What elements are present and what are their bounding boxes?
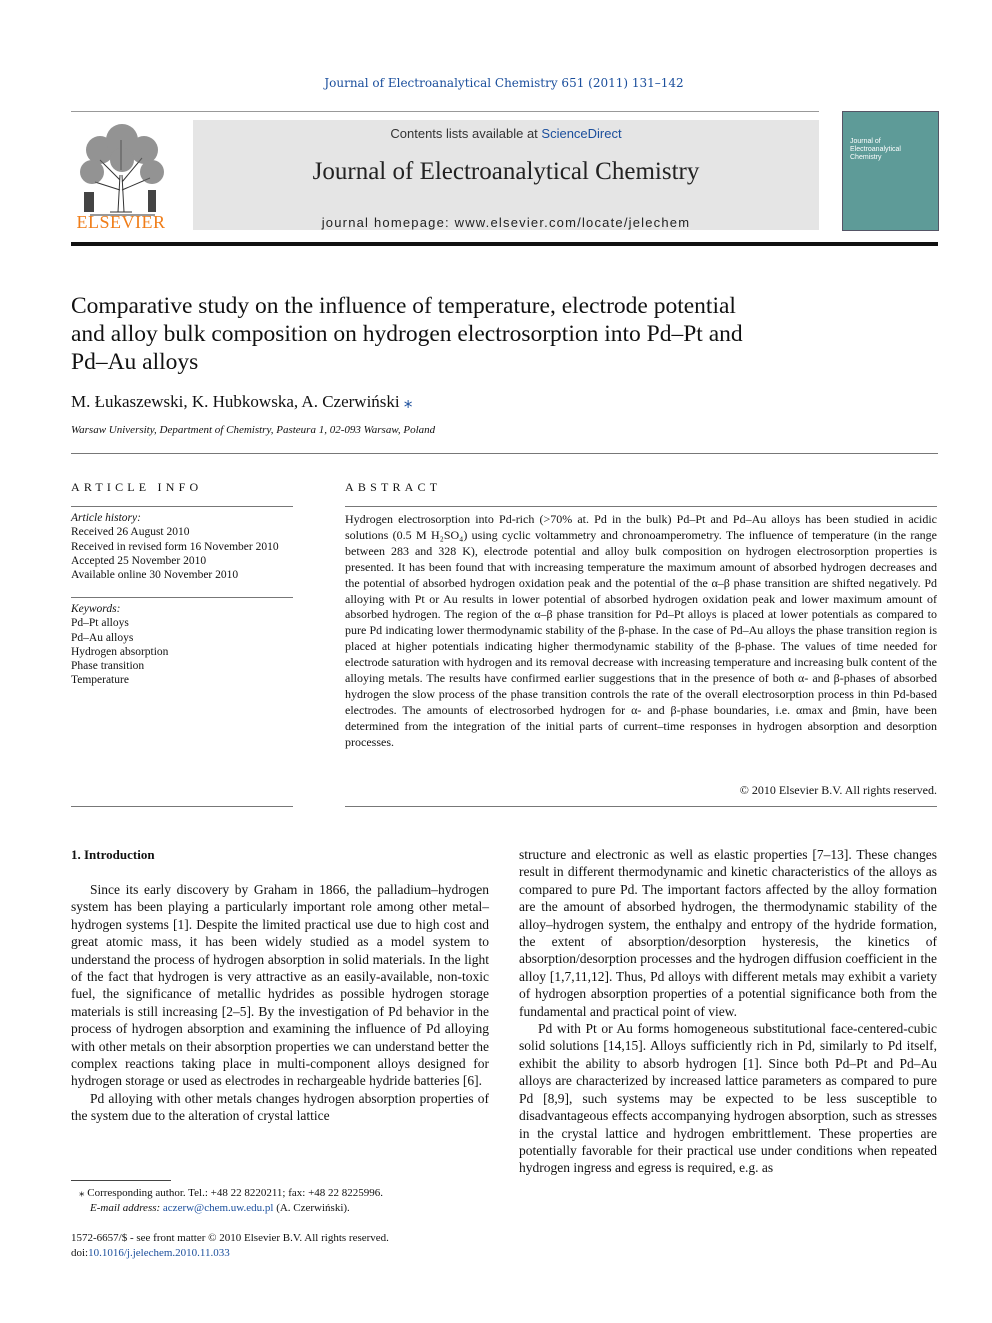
abstract-text: Hydrogen electrosorption into Pd-rich (>70% at. Pd in the bulk) Pd–Pt and Pd–Au alloys has been studied in acidic solutions (0.5 M H₂SO₄) using cyclic voltammetry and chronoamperometry. The influence of temperature (in the range between 283 and 328 K), electrode potential and alloy bulk composition on hydrogen electrosorption properties is presented. It has been found that with increasing temperature the maximum amount of absorbed hydrogen decreases and the potential of absorbed hydrogen oxidation peak and the potential of the α–β phase transition are shifted negatively. Pd alloying with Pt or Au results in lower potential of absorbed hydrogen oxidation peak and lower maximum amount of absorbed hydrogen. The region of the α–β phase transition for Pd–Pt alloys is placed at lower potentials as compared to pure Pd indicating lower thermodynamic stability of the β-phase. In the case of Pd–Au alloys the phase transition region is placed at higher potentials indicating higher thermodynamic stability of the β-phase. The values of time needed for electrode saturation with hydrogen and its removal decrease with increasing temperature and increasing bulk content of the alloying metals. The results have confirmed earlier suggestions that in the presence of both α- and β-phases of absorbed hydrogen the slow process of the phase transition controls the rate of the overall electrosorption process in thin Pd-based electrodes. The amounts of electrosorbed hydrogen for α- and β-phase boundaries, i.e. αmax and βmin, have been determined from the integration of the initial parts of current–time responses in hydrogen absorption and desorption processes. (345, 512, 937, 749)
corresponding-author-mark[interactable]: ⁎ (403, 392, 413, 411)
cover-title: Journal of Electroanalytical Chemistry (850, 138, 901, 161)
corresponding-author-note: ⁎ Corresponding author. Tel.: +48 22 8220211; fax: +48 22 8225996. (79, 1187, 384, 1199)
front-matter (71, 1231, 389, 1261)
history-item: Received in revised form 16 November 2010 (71, 540, 279, 553)
divider (71, 597, 293, 598)
abstract-heading: ABSTRACT (345, 480, 442, 494)
keyword: Pd–Pt alloys (71, 617, 129, 630)
keyword: Phase transition (71, 660, 145, 673)
title-line: Comparative study on the influence of temperature, electrode potential (71, 293, 736, 319)
author-list (71, 392, 412, 412)
header-thick-rule (71, 242, 938, 246)
footnote (71, 1186, 383, 1216)
journal-title: Journal of Electroanalytical Chemistry (312, 158, 700, 185)
keyword: Hydrogen absorption (71, 645, 169, 658)
body-column-right (519, 846, 937, 1177)
history-label: Article history: (71, 512, 141, 524)
article-title (71, 292, 871, 376)
email-line (71, 1201, 383, 1216)
email-label: E-mail address: (90, 1202, 163, 1214)
journal-banner (193, 120, 819, 230)
keywords-label: Keywords: (71, 603, 121, 615)
divider (71, 806, 293, 807)
authors-text: M. Łukaszewski, K. Hubkowska, A. Czerwiński (71, 392, 400, 411)
paragraph: structure and electronic as well as elastic properties [7–13]. These changes result in different thermodynamic and kinetic characteristics of the alloys as compared to pure Pd. The important factors affected by the alloy formation are the amount of absorbed hydrogen, the thermodynamic stability of the alloy–hydrogen system, the enthalpy and entropy of the hydride formation, the extent of absorption/desorption hysteresis, the kinetics of absorption/desorption processes and the hydrogen diffusion coefficient in the alloy [1,7,11,12]. Thus, Pd alloys with different metals may exhibit a variety of hydrogen absorption properties of a potential significance both from the fundamental and practical point of view. (519, 847, 937, 1019)
article-history (71, 511, 279, 582)
affiliation: Warsaw University, Department of Chemistry, Pasteura 1, 02-093 Warsaw, Poland (71, 424, 436, 436)
paragraph: Pd with Pt or Au forms homogeneous substitutional face-centered-cubic solid solutions [14,15]. Alloys sufficiently rich in Pd, similarly to Pd itself, exhibit the ability to absorb hydrogen [1]. Since both Pd–Pt and Pd–Au alloys are characterized by increased lattice parameters as compared to pure Pd [8,9], such systems may be expected to be less susceptible to disadvantageous effects accompanying hydrogen absorption, such as stresses in the crystal lattice and hydrogen embrittlement. These properties are potentially favorable for their practical use under conditions when repeated hydrogen ingress and egress is required, e.g. as (519, 1021, 937, 1176)
abstract-copyright: © 2010 Elsevier B.V. All rights reserved. (739, 783, 937, 797)
keyword: Pd–Au alloys (71, 631, 134, 644)
body-column-left (71, 881, 489, 1125)
paragraph: Pd alloying with other metals changes hydrogen absorption properties of the system due to the alteration of crystal lattice (71, 1090, 489, 1124)
journal-cover-thumbnail[interactable] (842, 111, 939, 231)
doi-link[interactable]: 10.1016/j.jelechem.2010.11.033 (88, 1247, 230, 1259)
history-item: Available online 30 November 2010 (71, 569, 239, 582)
title-line: and alloy bulk composition on hydrogen electrosorption into Pd–Pt and (71, 321, 743, 347)
history-item: Received 26 August 2010 (71, 526, 190, 539)
divider (345, 806, 937, 807)
footnote-rule (71, 1180, 171, 1181)
keywords (71, 602, 168, 688)
article-info-heading: ARTICLE INFO (71, 480, 203, 494)
email-suffix: (A. Czerwiński). (273, 1202, 350, 1214)
section-heading-introduction: 1. Introduction (71, 847, 155, 862)
history-item: Accepted 25 November 2010 (71, 554, 207, 567)
divider (71, 506, 293, 507)
email-link[interactable]: aczerw@chem.uw.edu.pl (162, 1202, 274, 1214)
title-line: Pd–Au alloys (71, 349, 199, 375)
doi-label: doi: (71, 1247, 89, 1259)
journal-homepage[interactable]: journal homepage: www.elsevier.com/locate/jelechem (321, 215, 691, 230)
header-rule (71, 111, 819, 112)
issn-line: 1572-6657/$ - see front matter © 2010 Elsevier B.V. All rights reserved. (71, 1232, 389, 1244)
contents-prefix: Contents lists available at (390, 126, 542, 141)
divider (71, 453, 938, 454)
keyword: Temperature (71, 674, 129, 687)
sciencedirect-link[interactable]: ScienceDirect (541, 126, 622, 141)
elsevier-logo-label: ELSEVIER (76, 212, 166, 232)
divider (345, 506, 937, 507)
contents-line (193, 126, 819, 141)
paragraph: Since its early discovery by Graham in 1866, the palladium–hydrogen system has been playing a particularly important role among other metal–hydrogen systems [1]. Despite the limited practical use due to high cost and great atomic mass, it has been widely studied as a model system to understand the process of hydrogen absorption in solid materials. In the light of the fact that hydrogen is very attractive as an easily-available, non-toxic fuel, the significance of metallic hydrides as possible hydrogen storage materials is still increasing [2–5]. By the investigation of Pd behavior in the process of hydrogen absorption and examining the influence of Pd alloying with other metals on their absorption properties we can understand better the complex reactions taking place in multi-component alloys designed for hydrogen storage or used as electrodes in rechargeable hydride batteries [6]. (71, 882, 489, 1089)
journal-citation[interactable]: Journal of Electroanalytical Chemistry 651 (2011) 131–142 (324, 76, 684, 90)
doi-line (71, 1246, 389, 1261)
